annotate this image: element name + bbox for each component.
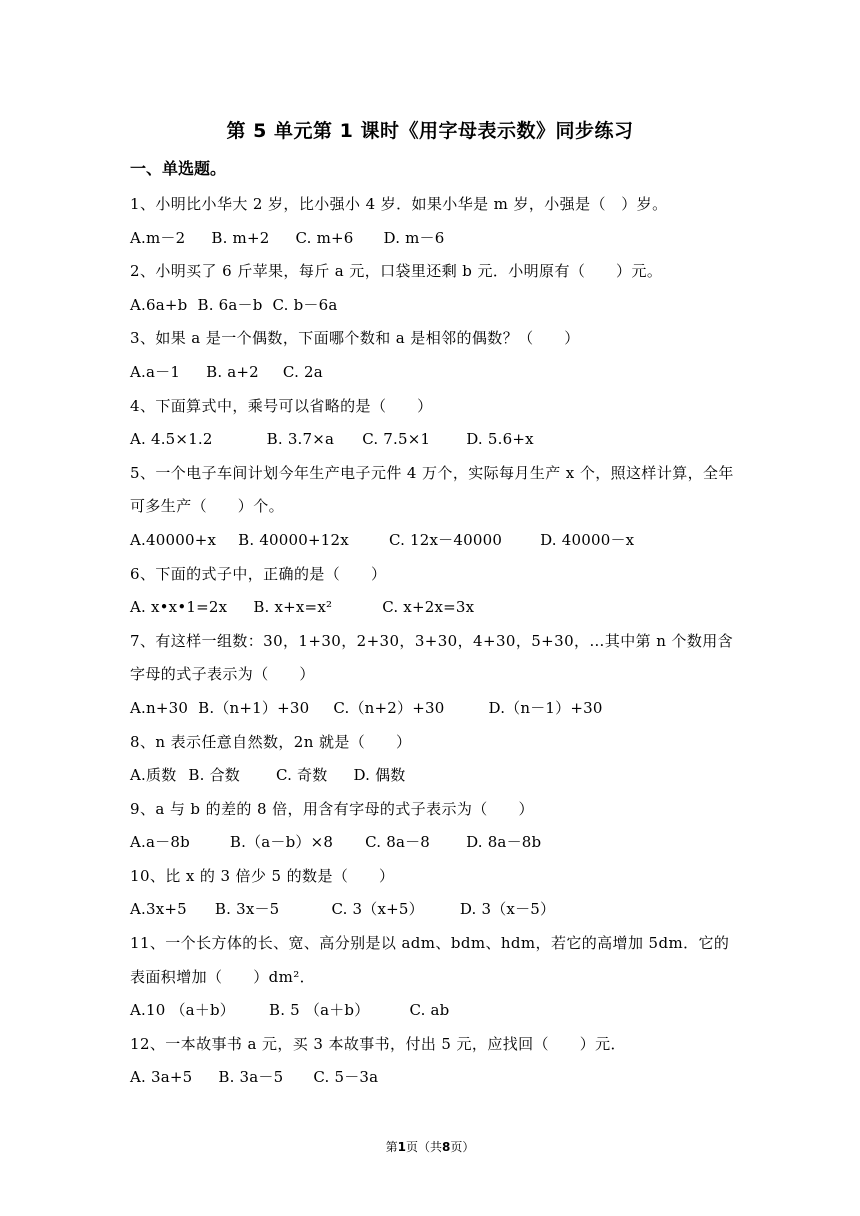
answer-option: B. 40000+12x — [238, 530, 349, 549]
answer-options — [130, 1061, 740, 1095]
answer-option: C. 5－3a — [313, 1068, 379, 1087]
answer-options — [130, 524, 740, 558]
answer-options — [130, 826, 740, 860]
answer-option: C. 3（x+5） — [331, 900, 424, 919]
question-text: 6、下面的式子中，正确的是（ ） — [130, 564, 387, 583]
answer-option: D. 5.6+x — [466, 430, 534, 449]
question-text: 11、一个长方体的长、宽、高分别是以 adm、bdm、hdm，若它的高增加 5dm．它的表面积增加（ ）dm²． — [130, 934, 730, 986]
question-item — [130, 927, 740, 1028]
footer-suffix: 页） — [450, 1140, 475, 1154]
answer-option: B.（n+1）+30 — [198, 698, 310, 717]
question-item — [130, 255, 740, 322]
answer-option: C. b－6a — [272, 295, 338, 314]
answer-option: B. 3.7×a — [266, 430, 335, 449]
answer-options — [130, 893, 740, 927]
answer-option: C. 奇数 — [275, 766, 328, 785]
question-text: 4、下面算式中，乘号可以省略的是（ ） — [130, 396, 433, 415]
answer-option: A.m－2 — [130, 228, 186, 247]
answer-option: A. 4.5×1.2 — [130, 430, 213, 449]
page-footer — [0, 1138, 860, 1155]
answer-option: B.（a－b）×8 — [229, 833, 334, 852]
answer-options — [130, 222, 740, 256]
answer-option: A.a－8b — [130, 833, 190, 852]
answer-option: B. 3x－5 — [214, 900, 280, 919]
answer-option: C. ab — [409, 1001, 450, 1020]
footer-middle: 页（共 — [405, 1140, 442, 1154]
answer-option: A.a－1 — [130, 362, 181, 381]
answer-option: D.（n－1）+30 — [488, 698, 603, 717]
section-heading: 一、单选题。 — [130, 159, 227, 178]
answer-option: C. 2a — [282, 362, 323, 381]
question-text: 12、一本故事书 a 元，买 3 本故事书，付出 5 元，应找回（ ）元． — [130, 1034, 626, 1053]
answer-option: B. 3a－5 — [218, 1068, 284, 1087]
page-title: 第 5 单元第 1 课时《用字母表示数》同步练习 — [226, 120, 634, 142]
question-text: 5、一个电子车间计划今年生产电子元件 4 万个，实际每月生产 x 个，照这样计算，全年可多生产（ ）个。 — [130, 463, 734, 516]
answer-options — [130, 591, 740, 625]
footer-total-pages: 8 — [442, 1140, 451, 1154]
answer-options — [130, 692, 740, 726]
question-item — [130, 793, 740, 860]
answer-option: B. 6a－b — [197, 295, 263, 314]
answer-option: C.（n+2）+30 — [333, 698, 445, 717]
answer-option: C. x+2x=3x — [382, 598, 475, 617]
question-item — [130, 726, 740, 793]
answer-option: D. m－6 — [383, 228, 445, 247]
question-item — [130, 188, 740, 255]
answer-option: B. x+x=x² — [253, 598, 333, 617]
answer-option: D. 40000－x — [540, 530, 635, 549]
answer-options — [130, 289, 740, 323]
answer-option: A.n+30 — [130, 698, 189, 717]
question-item — [130, 1028, 740, 1095]
answer-option: A.10 （a＋b） — [130, 1001, 236, 1020]
question-text: 7、有这样一组数：30，1+30，2+30，3+30，4+30，5+30，…其中第 n 个数用含字母的式子表示为（ ） — [130, 631, 734, 684]
answer-option: A. 3a+5 — [130, 1068, 193, 1087]
answer-option: D. 8a－8b — [466, 833, 542, 852]
answer-option: A.40000+x — [130, 530, 217, 549]
answer-option: D. 3（x－5） — [459, 900, 556, 919]
question-item — [130, 390, 740, 457]
footer-page-number: 1 — [397, 1140, 406, 1154]
question-text: 8、n 表示任意自然数，2n 就是（ ） — [130, 732, 412, 751]
question-item — [130, 860, 740, 927]
question-text: 3、如果 a 是一个偶数，下面哪个数和 a 是相邻的偶数？（ ） — [130, 329, 580, 348]
answer-option: D. 偶数 — [353, 766, 406, 785]
answer-option: A. x•x•1=2x — [130, 598, 228, 617]
answer-options — [130, 994, 740, 1028]
question-list — [130, 188, 740, 1095]
footer-prefix: 第 — [385, 1140, 398, 1154]
answer-options — [130, 423, 740, 457]
answer-option: C. 12x－40000 — [388, 530, 503, 549]
question-item — [130, 322, 740, 389]
answer-option: B. 合数 — [188, 766, 240, 785]
question-text: 1、小明比小华大 2 岁，比小强小 4 岁．如果小华是 m 岁，小强是（ ）岁。 — [130, 195, 668, 213]
answer-options — [130, 759, 740, 793]
question-text: 9、a 与 b 的差的 8 倍，用含有字母的式子表示为（ ） — [130, 799, 534, 818]
answer-options — [130, 356, 740, 390]
question-item — [130, 625, 740, 726]
answer-option: B. a+2 — [206, 362, 259, 381]
answer-option: A.3x+5 — [130, 900, 187, 919]
answer-option: C. 7.5×1 — [362, 430, 431, 449]
question-item — [130, 457, 740, 558]
answer-option: A.质数 — [130, 766, 177, 785]
question-item — [130, 558, 740, 625]
answer-option: C. 8a－8 — [365, 833, 431, 852]
question-text: 2、小明买了 6 斤苹果，每斤 a 元，口袋里还剩 b 元．小明原有（ ）元。 — [130, 262, 663, 281]
answer-option: A.6a+b — [130, 295, 188, 314]
answer-option: B. m+2 — [211, 228, 270, 247]
answer-option: C. m+6 — [295, 228, 354, 247]
question-text: 10、比 x 的 3 倍少 5 的数是（ ） — [130, 866, 395, 885]
answer-option: B. 5 （a＋b） — [269, 1001, 370, 1020]
